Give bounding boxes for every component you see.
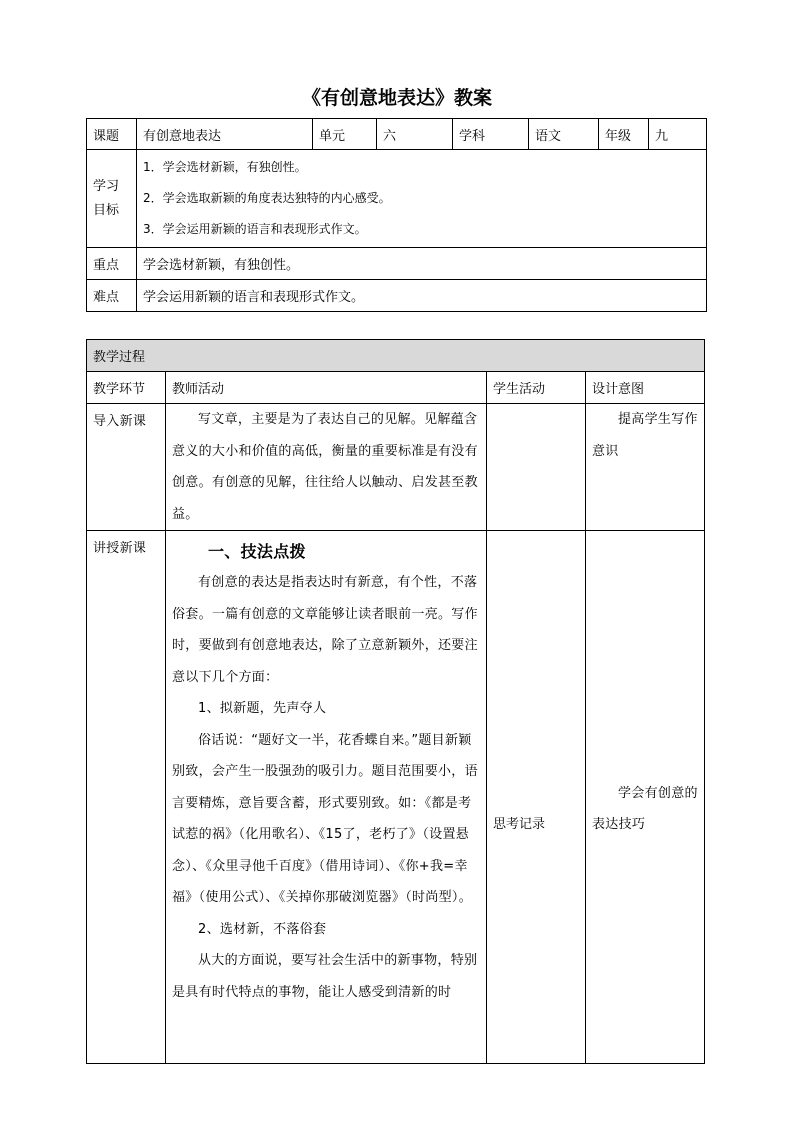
goal-item: 2．学会选取新颖的角度表达独特的内心感受。: [143, 191, 391, 205]
goal-item: 1．学会选材新颖，有独创性。: [143, 160, 307, 174]
col-header-intent: 设计意图: [586, 372, 705, 404]
table-row: [87, 531, 705, 1064]
focus-label: 重点: [87, 248, 137, 280]
focus-value: 学会选材新颖，有独创性。: [137, 248, 707, 280]
teacher-paragraph: 有创意的表达是指表达时有新意，有个性，不落俗套。一篇有创意的文章能够让读者眼前一亮。写作时，要做到有创意地表达，除了立意新颖外，还要注意以下几个方面：: [172, 575, 478, 685]
grade-label: 年级: [599, 119, 649, 150]
intent-text: 提高学生写作意识: [592, 412, 698, 459]
teacher-paragraph: 从大的方面说，要写社会生活中的新事物，特别是具有时代特点的事物，能让人感受到清新的时: [172, 953, 478, 1000]
teacher-paragraph: 写文章，主要是为了表达自己的见解。见解蕴含意义的大小和价值的高低，衡量的重要标准是有没有创意。有创意的见解，往往给人以触动、启发甚至教益。: [172, 412, 478, 522]
student-cell: [487, 404, 586, 531]
difficulty-label: 难点: [87, 280, 137, 312]
teacher-cell: [166, 404, 487, 531]
stage-cell: [87, 404, 166, 531]
teacher-paragraph: 俗话说：“题好文一半，花香蝶自来。”题目新颖别致，会产生一股强劲的吸引力。题目范围要小，语言要精炼，意旨要含蓄，形式要别致。如：《都是考试惹的祸》（化用歌名）、《15了，老朽了》（设置悬念）、《众里寻他千百度》（借用诗词）、《你+我=幸福》（使用公式）、《关掉你那破浏览器》（时尚型）。: [172, 732, 478, 905]
topic-label: 课题: [87, 119, 137, 150]
stage-cell: [87, 531, 166, 1064]
unit-label: 单元: [313, 119, 377, 150]
intent-text: 学会有创意的表达技巧: [592, 785, 698, 832]
topic-value: 有创意地表达: [137, 119, 313, 150]
goal-item: 3．学会运用新颖的语言和表现形式作文。: [143, 222, 367, 236]
teacher-paragraph: 2、选材新，不落俗套: [198, 921, 327, 937]
intent-cell: [586, 404, 705, 531]
table-row: [87, 404, 705, 531]
goals-label: [87, 150, 137, 248]
teacher-cell: [166, 531, 487, 1064]
intent-cell: [586, 531, 705, 1064]
process-header: 教学过程: [87, 340, 705, 372]
info-table: [86, 118, 707, 312]
unit-value: 六: [377, 119, 453, 150]
grade-value: 九: [649, 119, 707, 150]
process-table: [86, 339, 705, 1064]
stage-label: 讲授新课: [93, 541, 147, 556]
col-header-stage: 教学环节: [87, 372, 166, 404]
stage-label: 导入新课: [93, 414, 147, 429]
col-header-student: 学生活动: [487, 372, 586, 404]
col-header-teacher: 教师活动: [166, 372, 487, 404]
difficulty-value: 学会运用新颖的语言和表现形式作文。: [137, 280, 707, 312]
teacher-paragraph: 1、拟新题，先声夺人: [198, 701, 327, 716]
goals-cell: [137, 150, 707, 248]
subject-label: 学科: [453, 119, 529, 150]
student-activity: 思考记录: [493, 816, 546, 832]
page-title: 《有创意地表达》教案: [301, 87, 492, 109]
goals-label-line-2: 目标: [93, 202, 120, 218]
student-cell: [487, 531, 586, 1064]
goals-label-line-1: 学习: [93, 178, 120, 194]
subject-value: 语文: [529, 119, 599, 150]
section-heading: 一、技法点拨: [208, 542, 306, 561]
